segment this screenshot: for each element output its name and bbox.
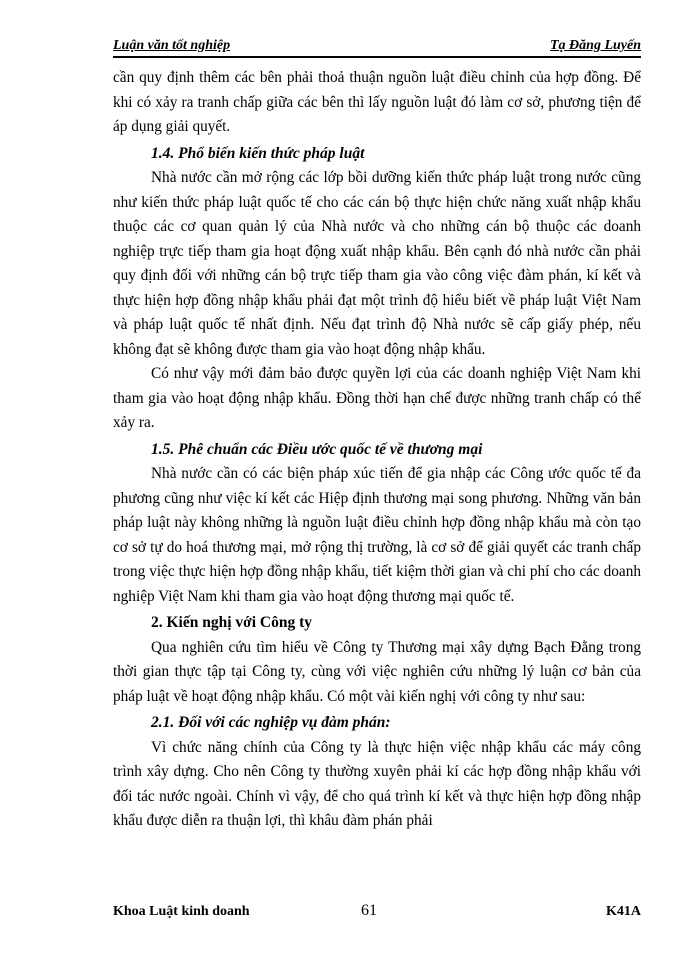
paragraph-rights-protection: Có như vậy mới đảm bảo được quyền lợi của các doanh nghiệp Việt Nam khi tham gia vào hoạt động nhập khẩu. Đồng thời hạn chế được những tranh chấp có thể xảy ra. xyxy=(113,365,641,431)
footer-faculty: Khoa Luật kinh doanh xyxy=(113,904,250,919)
paragraph-treaties: Nhà nước cần có các biện pháp xúc tiến để gia nhập các Công ước quốc tế đa phương cũng như việc kí kết các Hiệp định thương mại song phương. Những văn bản pháp luật này không những là nguồn luật điều chỉnh hợp đồng nhập khẩu mà còn tạo cơ sở tự do hoá thương mại, mở rộng thị trường, là cơ sở để giải quyết các tranh chấp trong việc thực hiện hợp đồng nhập khẩu, tiết kiệm thời gian và chi phí cho các doanh nghiệp Việt Nam khi tham gia vào hoạt động thương mại quốc tế. xyxy=(113,465,641,605)
heading-2: 2. Kiến nghị với Công ty xyxy=(151,614,313,631)
page-header xyxy=(113,36,641,60)
header-author: Tạ Đăng Luyến xyxy=(550,38,641,53)
paragraph-negotiation: Vì chức năng chính của Công ty là thực hiện việc nhập khẩu các máy công trình xây dựng. Cho nên Công ty thường xuyên phải kí các hợp đồng nhập khẩu với đối tác nước ngoài. Chính vì vậy, để cho quá trình kí kết và thực hiện hợp đồng nhập khẩu được diễn ra thuận lợi, thì khâu đàm phán phải xyxy=(113,738,641,829)
heading-1-5: 1.5. Phê chuẩn các Điều ước quốc tế về thương mại xyxy=(151,440,483,458)
header-thesis-title: Luận văn tốt nghiệp xyxy=(113,38,231,53)
header-rule xyxy=(113,56,641,58)
heading-1-4: 1.4. Phổ biến kiến thức pháp luật xyxy=(151,144,365,162)
page-body xyxy=(113,66,641,834)
paragraph-continuation: cần quy định thêm các bên phải thoả thuận nguồn luật điều chỉnh của hợp đồng. Để khi có xảy ra tranh chấp giữa các bên thì lấy nguồn luật đó làm cơ sở, phương tiện để áp dụng giải quyết. xyxy=(113,69,641,135)
footer-class: K41A xyxy=(606,904,641,919)
paragraph-company-study: Qua nghiên cứu tìm hiểu về Công ty Thương mại xây dựng Bạch Đằng trong thời gian thực tập tại Công ty, cùng với việc nghiên cứu những lý luận cơ bản của pháp luật về hoạt động nhập khẩu. Có một vài kiến nghị với công ty như sau: xyxy=(113,638,641,705)
page-footer xyxy=(113,904,641,924)
page-number: 61 xyxy=(361,902,377,919)
paragraph-legal-training: Nhà nước cần mở rộng các lớp bồi dưỡng kiến thức pháp luật trong nước cũng như kiến thức pháp luật quốc tế cho các cán bộ thực hiện chức năng xuất nhập khẩu thuộc các cơ quan quản lý của Nhà nước và cho những cán bộ thuộc các doanh nghiệp trực tiếp tham gia hoạt động xuất nhập khẩu. Bên cạnh đó nhà nước cần phải quy định đối với những cán bộ trực tiếp tham gia vào công việc đàm phán, kí kết và thực hiện hợp đồng nhập khẩu phải đạt một trình độ hiểu biết về pháp luật Việt Nam và pháp luật quốc tế nhất định. Nếu đạt trình độ Nhà nước sẽ cấp giấy phép, nếu không đạt sẽ không được tham gia vào hoạt động nhập khẩu. xyxy=(113,169,641,358)
heading-2-1: 2.1. Đối với các nghiệp vụ đàm phán: xyxy=(151,714,391,731)
